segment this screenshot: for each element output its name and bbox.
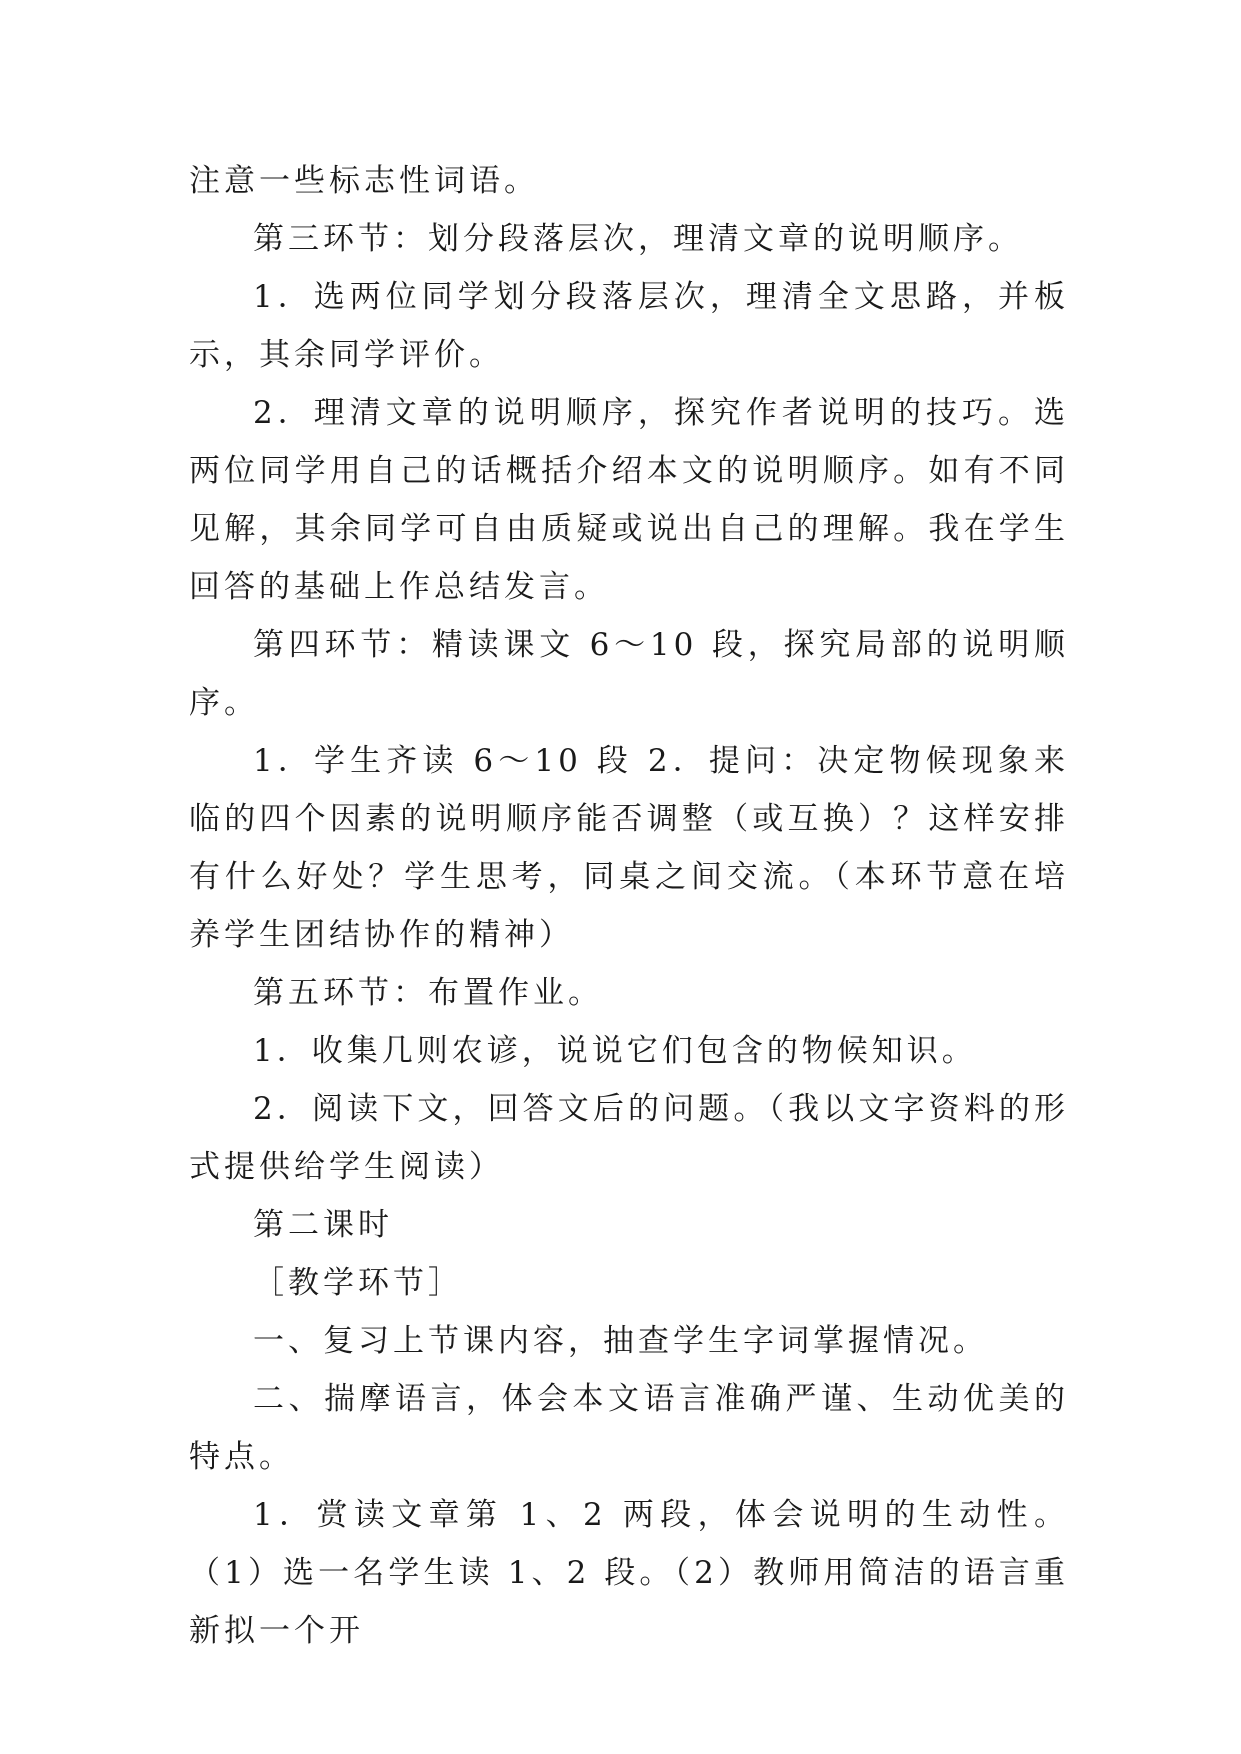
- step-one: 一、复习上节课内容，抽查学生字词掌握情况。: [253, 1323, 988, 1359]
- step-two: 二、揣摩语言，体会本文语言准确严谨、生动优美的特点。: [189, 1381, 1069, 1475]
- step-two-item-1: 1．赏读文章第 1、2 两段，体会说明的生动性。（1）选一名学生读 1、2 段。（2）教师用简洁的语言重新拟一个开: [189, 1497, 1069, 1649]
- paragraph-4-items: 1．学生齐读 6～10 段 2．提问：决定物候现象来临的四个因素的说明顺序能否调整（或互换）？这样安排有什么好处？学生思考，同桌之间交流。（本环节意在培养学生团结协作的精神）: [189, 743, 1069, 953]
- document-body: [189, 152, 1069, 1660]
- paragraph-3-item-2: 2．理清文章的说明顺序，探究作者说明的技巧。选两位同学用自己的话概括介绍本文的说明顺序。如有不同见解，其余同学可自由质疑或说出自己的理解。我在学生回答的基础上作总结发言。: [189, 395, 1069, 605]
- paragraph-3-item-1: 1．选两位同学划分段落层次，理清全文思路，并板示，其余同学评价。: [189, 279, 1069, 373]
- paragraph-1: 注意一些标志性词语。: [189, 163, 539, 199]
- section-heading-3: 第三环节：划分段落层次，理清文章的说明顺序。: [253, 221, 1023, 257]
- paragraph-5-item-1: 1．收集几则农谚，说说它们包含的物候知识。: [253, 1033, 977, 1069]
- lesson-two-heading: 第二课时: [253, 1207, 393, 1243]
- section-heading-4: 第四环节：精读课文 6～10 段，探究局部的说明顺序。: [189, 627, 1069, 721]
- section-heading-5: 第五环节：布置作业。: [253, 975, 603, 1011]
- paragraph-5-item-2: 2．阅读下文，回答文后的问题。（我以文字资料的形式提供给学生阅读）: [189, 1091, 1069, 1185]
- teaching-steps-heading: ［教学环节］: [253, 1265, 463, 1301]
